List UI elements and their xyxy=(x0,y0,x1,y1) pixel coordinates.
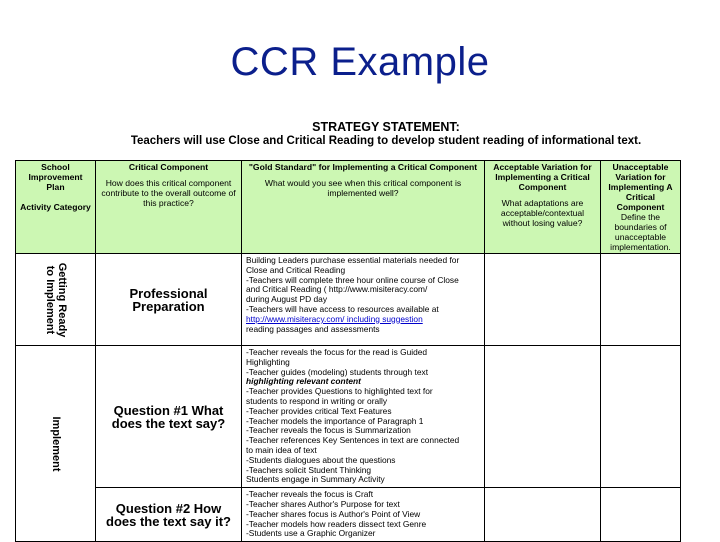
acceptable-cell xyxy=(485,488,601,542)
slide-title: CCR Example xyxy=(230,40,490,84)
gold-standard-professional-preparation: Building Leaders purchase essential materials needed for Close and Critical Reading -Teachers will complete three hour online course of Close and Critical Reading ( http://www.misiteracy.com/ during August PD day -Teachers will have access to resources available at http://www.misiteracy.com/ including suggestion reading passages and assessments xyxy=(242,254,485,346)
activity-question-2: Question #2 How does the text say it? xyxy=(96,488,242,542)
unacceptable-cell xyxy=(601,488,681,542)
table-row xyxy=(16,346,681,488)
table-row xyxy=(16,488,681,542)
acceptable-cell xyxy=(485,346,601,488)
acceptable-cell xyxy=(485,254,601,346)
gold-standard-question-1: -Teacher reveals the focus for the read is Guided Highlighting -Teacher guides (modeling) students through text highlighting relevant content -Teacher provides Questions to highlighted text for students to respond in writing or orally -Teacher provides critical Text Features -Teacher models the importance of Paragraph 1 -Teacher reveals the focus is Summarization -Teacher references Key Sentences in text are connected to main idea of text -Students dialogues about the questions -Teachers solicit Student Thinking Students engage in Summary Activity xyxy=(242,346,485,488)
strategy-text: Teachers will use Close and Critical Reading to develop student reading of informational text. xyxy=(130,135,642,147)
category-getting-ready: Getting Ready to Implement xyxy=(16,254,96,346)
header-unacceptable-variation: Unacceptable Variation for Implementing A Critical Component Define the boundaries of unacceptable implementation. xyxy=(601,161,681,254)
unacceptable-cell xyxy=(601,346,681,488)
activity-question-1: Question #1 What does the text say? xyxy=(96,346,242,488)
header-critical-component: Critical Component How does this critical component contribute to the overall outcome of this practice? xyxy=(96,161,242,254)
gold-standard-question-2: -Teacher reveals the focus is Craft -Teacher shares Author's Purpose for text -Teacher shares focus is Author's Point of View -Teacher models how readers dissect text Genre -Students use a Graphic Organizer xyxy=(242,488,485,542)
strategy-statement xyxy=(96,120,676,148)
misiteracy-link[interactable]: http://www.misiteracy.com/ including suggestion xyxy=(246,313,423,324)
category-implement: Implement xyxy=(16,346,96,542)
table-row xyxy=(16,254,681,346)
ccr-table xyxy=(15,160,681,542)
header-activity-category: School Improvement Plan Activity Category xyxy=(16,161,96,254)
header-gold-standard: "Gold Standard" for Implementing a Critical Component What would you see when this critical component is implemented well? xyxy=(242,161,485,254)
unacceptable-cell xyxy=(601,254,681,346)
header-row xyxy=(16,161,681,254)
header-acceptable-variation: Acceptable Variation for Implementing a Critical Component What adaptations are acceptable/contextual without losing value? xyxy=(485,161,601,254)
strategy-heading: STRATEGY STATEMENT: xyxy=(312,120,460,134)
activity-professional-preparation: Professional Preparation xyxy=(96,254,242,346)
